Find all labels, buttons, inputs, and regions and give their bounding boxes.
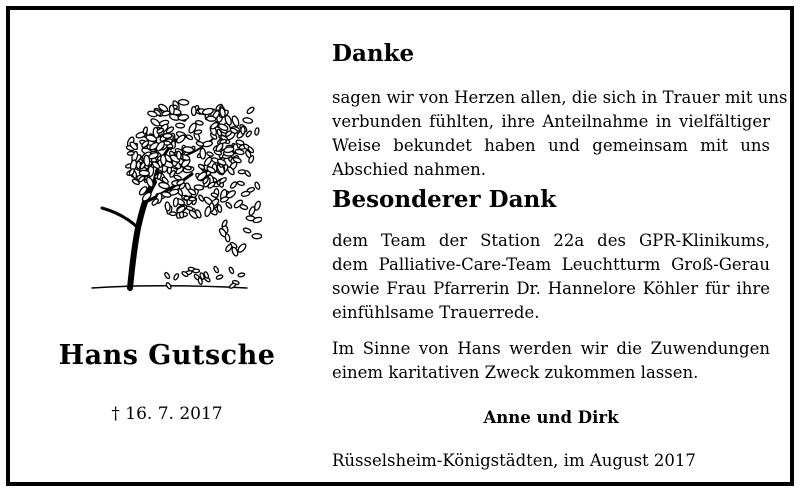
text-line: sagen wir von Herzen allen, die sich in Trauer mit uns: [332, 88, 788, 107]
text-line: Weise bekundet haben und gemeinsam mit uns: [332, 136, 770, 155]
signature: Anne und Dirk: [483, 408, 619, 427]
paragraph-thanks: [332, 86, 788, 182]
deceased-name: Hans Gutsche: [58, 340, 276, 371]
place-and-date: Rüsselsheim-Königstädten, im August 2017: [332, 451, 696, 470]
paragraph-donations: [332, 337, 770, 385]
heading-special-thanks: Besonderer Dank: [332, 186, 557, 213]
text-line: einfühlsame Trauerrede.: [332, 303, 540, 322]
text-line: einem karitativen Zweck zukommen lassen.: [332, 363, 699, 382]
paragraph-special-thanks: [332, 229, 770, 325]
text-line: Abschied nahmen.: [332, 160, 487, 179]
text-line: sowie Frau Pfarrerin Dr. Hannelore Köhler für ihre: [332, 279, 770, 298]
heading-thanks: Danke: [332, 40, 415, 67]
notice-frame: [6, 6, 794, 486]
windswept-tree-icon: [72, 78, 262, 298]
text-line: verbunden fühlten, ihre Anteilnahme in vielfältiger: [332, 112, 770, 131]
text-line: Im Sinne von Hans werden wir die Zuwendungen: [332, 339, 770, 358]
text-line: dem Team der Station 22a des GPR-Klinikums,: [332, 231, 770, 250]
death-date: † 16. 7. 2017: [111, 404, 223, 424]
text-line: dem Palliative-Care-Team Leuchtturm Groß-Gerau: [332, 255, 770, 274]
